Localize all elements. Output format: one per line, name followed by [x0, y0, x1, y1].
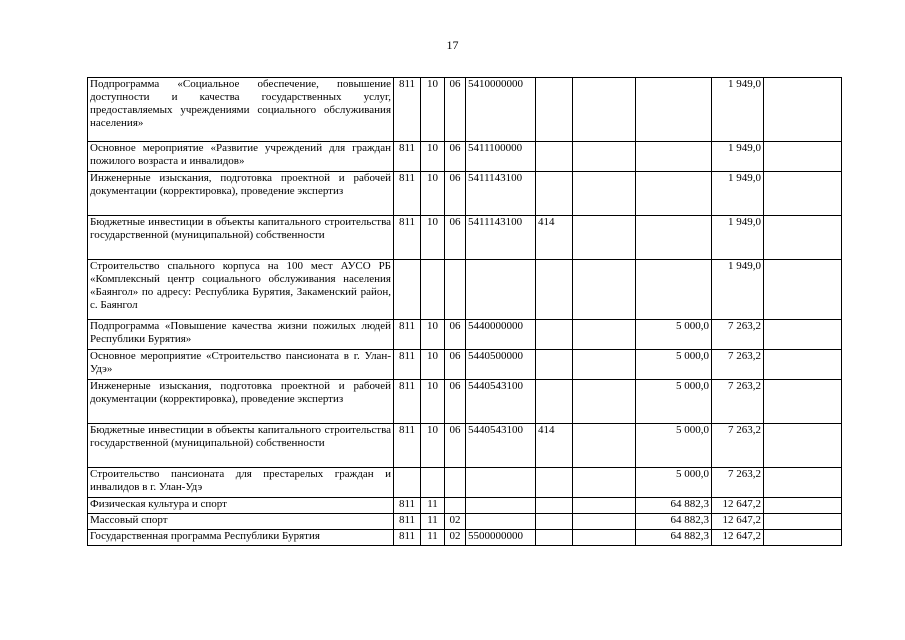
expense-type: [536, 78, 573, 142]
amount-col-1: [573, 78, 636, 142]
amount-col-4: [764, 380, 842, 424]
amount-col-3: 1 949,0: [712, 172, 764, 216]
target-article: 5440500000: [466, 350, 536, 380]
section-code: 10: [421, 142, 445, 172]
row-name: Инженерные изыскания, подготовка проектной и рабочей документации (корректировка), проведение экспертиз: [88, 380, 394, 424]
row-name: Инженерные изыскания, подготовка проектной и рабочей документации (корректировка), проведение экспертиз: [88, 172, 394, 216]
table-row: [88, 530, 842, 546]
amount-col-4: [764, 142, 842, 172]
amount-col-3: 7 263,2: [712, 468, 764, 498]
amount-col-1: [573, 320, 636, 350]
table-row: [88, 350, 842, 380]
amount-col-4: [764, 172, 842, 216]
target-article: [466, 498, 536, 514]
amount-col-1: [573, 514, 636, 530]
target-article: [466, 260, 536, 320]
ministry-code: 811: [394, 514, 421, 530]
amount-col-2: 5 000,0: [636, 320, 712, 350]
ministry-code: 811: [394, 350, 421, 380]
amount-col-4: [764, 514, 842, 530]
expense-type: [536, 350, 573, 380]
table-body: [88, 78, 842, 546]
expense-type: [536, 142, 573, 172]
subsection-code: 06: [445, 142, 466, 172]
amount-col-1: [573, 498, 636, 514]
subsection-code: 06: [445, 172, 466, 216]
amount-col-3: 1 949,0: [712, 78, 764, 142]
amount-col-3: 1 949,0: [712, 216, 764, 260]
amount-col-1: [573, 172, 636, 216]
ministry-code: 811: [394, 78, 421, 142]
amount-col-3: 7 263,2: [712, 350, 764, 380]
row-name: Бюджетные инвестиции в объекты капитального строительства государственной (муниципальной) собственности: [88, 424, 394, 468]
amount-col-1: [573, 530, 636, 546]
row-name: Строительство спального корпуса на 100 мест АУСО РБ «Комплексный центр социального обслуживания населения «Баянгол» по адресу: Республика Бурятия, Закаменский район, с. Баянгол: [88, 260, 394, 320]
subsection-code: 06: [445, 424, 466, 468]
section-code: 10: [421, 424, 445, 468]
amount-col-1: [573, 468, 636, 498]
amount-col-4: [764, 530, 842, 546]
amount-col-2: 5 000,0: [636, 468, 712, 498]
row-name: Государственная программа Республики Бурятия: [88, 530, 394, 546]
expense-type: 414: [536, 424, 573, 468]
ministry-code: 811: [394, 424, 421, 468]
amount-col-3: 7 263,2: [712, 380, 764, 424]
expense-type: 414: [536, 216, 573, 260]
amount-col-2: [636, 216, 712, 260]
amount-col-4: [764, 320, 842, 350]
subsection-code: 06: [445, 78, 466, 142]
table-row: [88, 514, 842, 530]
table-row: [88, 424, 842, 468]
target-article: 5410000000: [466, 78, 536, 142]
table-row: [88, 172, 842, 216]
target-article: [466, 514, 536, 530]
ministry-code: 811: [394, 216, 421, 260]
ministry-code: 811: [394, 320, 421, 350]
expense-type: [536, 498, 573, 514]
row-name: Основное мероприятие «Развитие учреждений для граждан пожилого возраста и инвалидов»: [88, 142, 394, 172]
ministry-code: [394, 260, 421, 320]
amount-col-1: [573, 424, 636, 468]
row-name: Физическая культура и спорт: [88, 498, 394, 514]
target-article: [466, 468, 536, 498]
page-number: 17: [446, 38, 459, 52]
amount-col-2: 64 882,3: [636, 514, 712, 530]
section-code: 10: [421, 78, 445, 142]
expense-type: [536, 530, 573, 546]
expense-type: [536, 320, 573, 350]
target-article: 5411143100: [466, 216, 536, 260]
ministry-code: [394, 468, 421, 498]
target-article: 5500000000: [466, 530, 536, 546]
section-code: 10: [421, 350, 445, 380]
expense-type: [536, 514, 573, 530]
amount-col-4: [764, 468, 842, 498]
row-name: Подпрограмма «Повышение качества жизни пожилых людей Республики Бурятия»: [88, 320, 394, 350]
table-row: [88, 216, 842, 260]
amount-col-3: 12 647,2: [712, 514, 764, 530]
amount-col-4: [764, 260, 842, 320]
subsection-code: [445, 468, 466, 498]
amount-col-4: [764, 216, 842, 260]
row-name: Массовый спорт: [88, 514, 394, 530]
ministry-code: 811: [394, 142, 421, 172]
amount-col-1: [573, 380, 636, 424]
amount-col-3: 12 647,2: [712, 530, 764, 546]
section-code: [421, 468, 445, 498]
row-name: Подпрограмма «Социальное обеспечение, повышение доступности и качества государственных услуг, предоставляемых учреждениями социального обслуживания населения»: [88, 78, 394, 142]
target-article: 5440543100: [466, 424, 536, 468]
amount-col-2: [636, 260, 712, 320]
subsection-code: [445, 498, 466, 514]
row-name: Бюджетные инвестиции в объекты капитального строительства государственной (муниципальной) собственности: [88, 216, 394, 260]
subsection-code: 02: [445, 530, 466, 546]
subsection-code: 06: [445, 320, 466, 350]
target-article: 5411100000: [466, 142, 536, 172]
table-row: [88, 260, 842, 320]
section-code: 11: [421, 498, 445, 514]
amount-col-3: 7 263,2: [712, 424, 764, 468]
amount-col-1: [573, 216, 636, 260]
amount-col-1: [573, 350, 636, 380]
section-code: 10: [421, 172, 445, 216]
table-row: [88, 320, 842, 350]
subsection-code: 06: [445, 380, 466, 424]
section-code: [421, 260, 445, 320]
ministry-code: 811: [394, 498, 421, 514]
target-article: 5440543100: [466, 380, 536, 424]
amount-col-2: 64 882,3: [636, 530, 712, 546]
subsection-code: [445, 260, 466, 320]
table-row: [88, 380, 842, 424]
table-row: [88, 142, 842, 172]
table-row: [88, 498, 842, 514]
section-code: 11: [421, 514, 445, 530]
amount-col-2: [636, 172, 712, 216]
subsection-code: 02: [445, 514, 466, 530]
target-article: 5440000000: [466, 320, 536, 350]
ministry-code: 811: [394, 172, 421, 216]
amount-col-4: [764, 350, 842, 380]
subsection-code: 06: [445, 216, 466, 260]
amount-col-2: 5 000,0: [636, 424, 712, 468]
expense-type: [536, 380, 573, 424]
section-code: 11: [421, 530, 445, 546]
amount-col-3: 12 647,2: [712, 498, 764, 514]
amount-col-3: 1 949,0: [712, 142, 764, 172]
table-row: [88, 468, 842, 498]
amount-col-1: [573, 260, 636, 320]
row-name: Строительство пансионата для престарелых граждан и инвалидов в г. Улан-Удэ: [88, 468, 394, 498]
section-code: 10: [421, 320, 445, 350]
subsection-code: 06: [445, 350, 466, 380]
amount-col-2: 64 882,3: [636, 498, 712, 514]
amount-col-3: 7 263,2: [712, 320, 764, 350]
amount-col-4: [764, 78, 842, 142]
amount-col-2: [636, 78, 712, 142]
section-code: 10: [421, 216, 445, 260]
amount-col-2: [636, 142, 712, 172]
table-row: [88, 78, 842, 142]
ministry-code: 811: [394, 530, 421, 546]
ministry-code: 811: [394, 380, 421, 424]
amount-col-4: [764, 498, 842, 514]
section-code: 10: [421, 380, 445, 424]
target-article: 5411143100: [466, 172, 536, 216]
amount-col-2: 5 000,0: [636, 350, 712, 380]
budget-table: [87, 77, 842, 546]
amount-col-3: 1 949,0: [712, 260, 764, 320]
row-name: Основное мероприятие «Строительство пансионата в г. Улан-Удэ»: [88, 350, 394, 380]
expense-type: [536, 260, 573, 320]
amount-col-1: [573, 142, 636, 172]
amount-col-4: [764, 424, 842, 468]
expense-type: [536, 172, 573, 216]
expense-type: [536, 468, 573, 498]
amount-col-2: 5 000,0: [636, 380, 712, 424]
